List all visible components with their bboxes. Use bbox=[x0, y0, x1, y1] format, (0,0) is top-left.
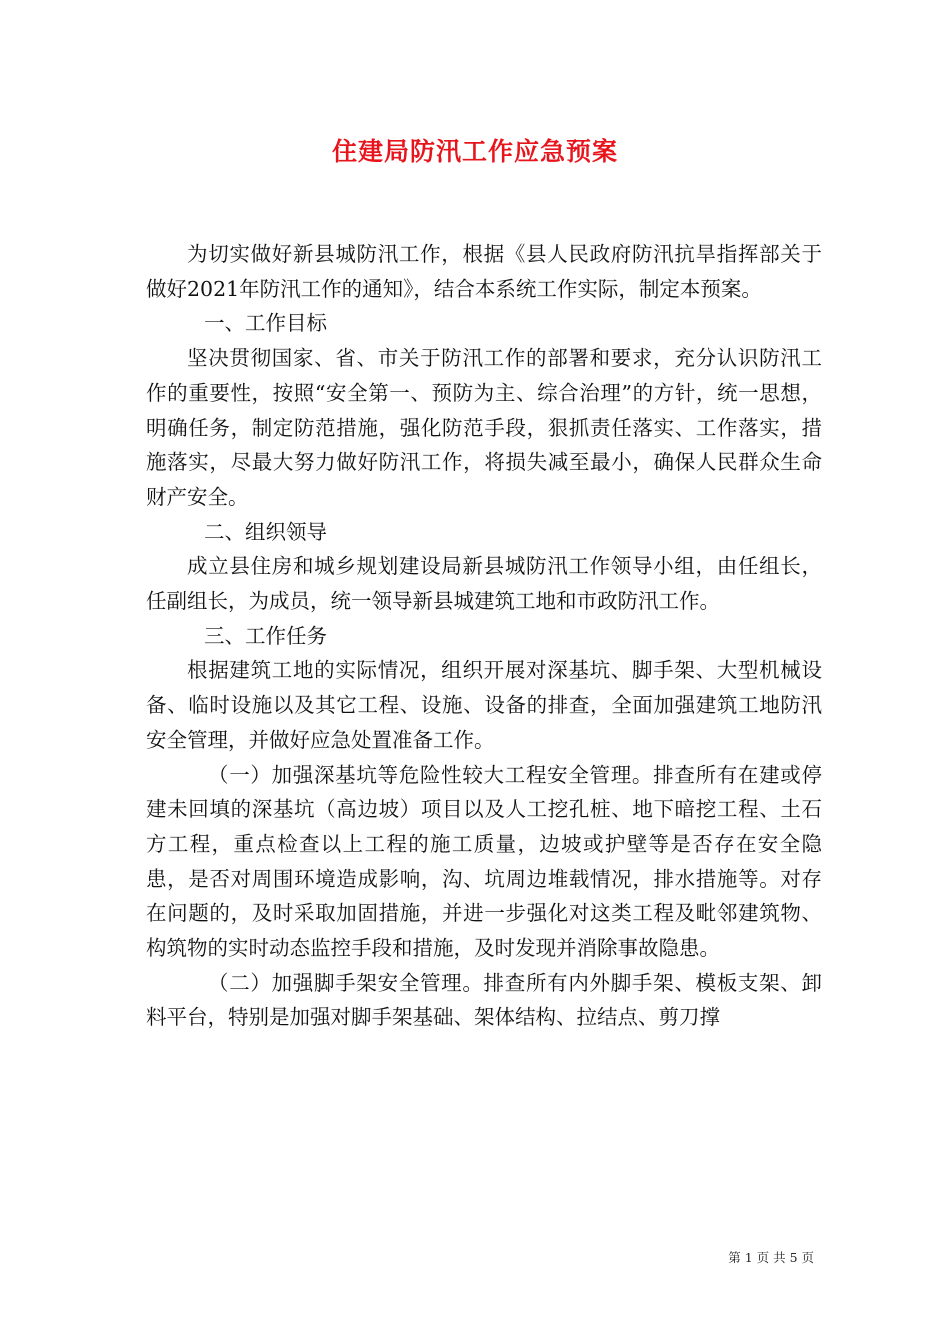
organization-paragraph: 成立县住房和城乡规划建设局新县城防汛工作领导小组，由任组长，任副组长，为成员，统一领导新县城建筑工地和市政防汛工作。 bbox=[146, 554, 822, 614]
document-body bbox=[146, 237, 822, 1035]
task-item-scaffolding: （二）加强脚手架安全管理。排查所有内外脚手架、模板支架、卸料平台，特别是加强对脚手架基础、架体结构、拉结点、剪刀撑 bbox=[146, 970, 822, 1030]
tasks-paragraph: 根据建筑工地的实际情况，组织开展对深基坑、脚手架、大型机械设备、临时设施以及其它工程、设施、设备的排查，全面加强建筑工地防汛安全管理，并做好应急处置准备工作。 bbox=[146, 658, 822, 752]
task-item-deep-foundation: （一）加强深基坑等危险性较大工程安全管理。排查所有在建或停建未回填的深基坑（高边坡）项目以及人工挖孔桩、地下暗挖工程、土石方工程，重点检查以上工程的施工质量，边坡或护壁等是否存在安全隐患，是否对周围环境造成影响，沟、坑周边堆载情况，排水措施等。对存在问题的，及时采取加固措施，并进一步强化对这类工程及毗邻建筑物、构筑物的实时动态监控手段和措施，及时发现并消除事故隐患。 bbox=[146, 762, 822, 961]
section-heading-goals: 一、工作目标 bbox=[204, 311, 327, 336]
document-title: 住建局防汛工作应急预案 bbox=[331, 137, 618, 166]
page-number-footer: 第 1 页 共 5 页 bbox=[728, 1250, 814, 1265]
goals-paragraph: 坚决贯彻国家、省、市关于防汛工作的部署和要求，充分认识防汛工作的重要性，按照“安全第一、预防为主、综合治理”的方针，统一思想，明确任务，制定防范措施，强化防范手段，狠抓责任落实、工作落实，措施落实，尽最大努力做好防汛工作，将损失减至最小，确保人民群众生命财产安全。 bbox=[146, 346, 822, 509]
section-heading-organization: 二、组织领导 bbox=[204, 519, 327, 544]
section-heading-tasks: 三、工作任务 bbox=[204, 623, 327, 648]
intro-paragraph: 为切实做好新县城防汛工作，根据《县人民政府防汛抗旱指挥部关于做好2021年防汛工作的通知》，结合本系统工作实际，制定本预案。 bbox=[146, 242, 822, 301]
